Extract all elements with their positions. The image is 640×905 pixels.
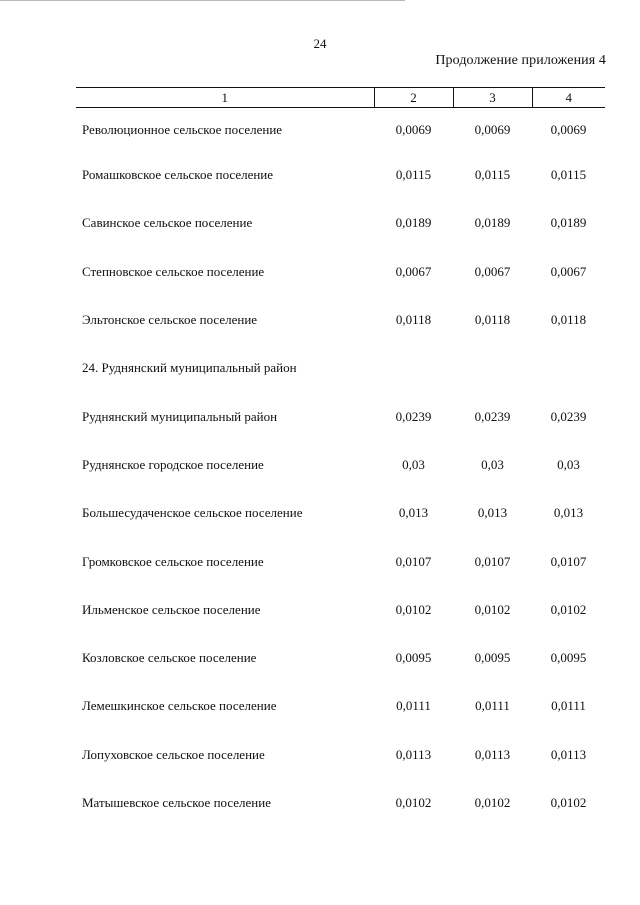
row-value-col-3: 0,0115 — [474, 167, 511, 183]
row-name: Большесудаченское сельское поселение — [82, 505, 303, 521]
row-value-col-2: 0,0113 — [395, 746, 432, 762]
row-value-col-2: 0,0102 — [395, 795, 432, 810]
row-value-col-2: 0,0111 — [396, 698, 431, 714]
table-row — [76, 441, 605, 489]
row-value-col-3: 0,0095 — [474, 650, 511, 666]
row-value-col-3: 0,03 — [481, 456, 504, 472]
row-value-col-2: 0,0107 — [395, 553, 432, 569]
row-name: Ильменское сельское поселение — [82, 601, 261, 617]
row-value-col-4: 0,0107 — [550, 553, 587, 569]
row-value-col-4: 0,0189 — [550, 215, 587, 231]
continuation-caption: Продолжение приложения 4 — [435, 53, 606, 68]
row-value-col-4: 0,0113 — [550, 746, 587, 762]
row-value-col-3: 0,0107 — [474, 553, 511, 569]
table-row — [76, 537, 605, 585]
row-name: Руднянское городское поселение — [82, 456, 264, 472]
row-value-col-4: 0,0118 — [550, 312, 587, 328]
row-value-col-3: 0,0111 — [475, 698, 510, 714]
row-name: Громковское сельское поселение — [82, 553, 264, 569]
row-value-col-4 — [532, 344, 605, 392]
table-row — [76, 682, 605, 730]
column-header-3: 3 — [453, 88, 532, 108]
row-value-col-4: 0,0102 — [550, 795, 587, 810]
row-value-col-2: 0,0115 — [395, 167, 432, 183]
column-header-1: 1 — [76, 88, 374, 108]
row-value-col-2: 0,0118 — [395, 312, 432, 328]
scan-top-rule — [0, 0, 405, 2]
table-row — [76, 489, 605, 537]
row-value-col-3: 0,0189 — [474, 215, 511, 231]
row-value-col-3: 0,0069 — [474, 121, 511, 137]
row-name: Савинское сельское поселение — [82, 215, 253, 231]
table-row — [76, 199, 605, 247]
row-name: Лемешкинское сельское поселение — [82, 698, 277, 714]
row-value-col-4: 0,0095 — [550, 650, 587, 666]
row-value-col-2: 0,0095 — [395, 650, 432, 666]
row-value-col-4: 0,0111 — [551, 698, 586, 714]
table-row — [76, 344, 605, 392]
column-header-2: 2 — [374, 88, 453, 108]
table-row — [76, 634, 605, 682]
table-row — [76, 779, 605, 827]
row-name: Козловское сельское поселение — [82, 650, 257, 666]
row-value-col-4: 0,013 — [553, 505, 584, 521]
row-name: Руднянский муниципальный район — [82, 408, 278, 424]
row-value-col-3: 0,013 — [477, 505, 508, 521]
row-value-col-3: 0,0067 — [474, 263, 511, 279]
row-value-col-3 — [453, 344, 532, 392]
row-value-col-4: 0,0239 — [550, 408, 587, 424]
row-value-col-2: 0,0067 — [395, 263, 432, 279]
row-value-col-4: 0,0102 — [550, 601, 587, 617]
table-row — [76, 586, 605, 634]
row-value-col-2: 0,0102 — [395, 601, 432, 617]
table-row — [76, 108, 605, 152]
row-value-col-3: 0,0239 — [474, 408, 511, 424]
row-name: 24. Руднянский муниципальный район — [82, 360, 297, 376]
row-value-col-3: 0,0118 — [474, 312, 511, 328]
table-row — [76, 731, 605, 779]
table-row — [76, 151, 605, 199]
row-value-col-4: 0,0067 — [550, 263, 587, 279]
row-value-col-2: 0,03 — [402, 456, 425, 472]
row-value-col-2: 0,0239 — [395, 408, 432, 424]
allocation-table — [76, 87, 605, 827]
header-row — [76, 88, 605, 108]
row-value-col-3: 0,0113 — [474, 746, 511, 762]
row-name: Ромашковское сельское поселение — [82, 167, 274, 183]
row-name: Лопуховское сельское поселение — [82, 746, 265, 762]
row-value-col-3: 0,0102 — [474, 601, 511, 617]
row-value-col-2 — [374, 344, 453, 392]
table-body — [76, 108, 605, 828]
row-name: Степновское сельское поселение — [82, 263, 265, 279]
row-value-col-4: 0,03 — [557, 456, 580, 472]
row-name: Матышевское сельское поселение — [82, 795, 271, 810]
column-header-4: 4 — [532, 88, 605, 108]
row-value-col-3: 0,0102 — [474, 795, 511, 810]
row-name: Революционное сельское поселение — [82, 121, 283, 137]
row-value-col-4: 0,0115 — [550, 167, 587, 183]
row-value-col-4: 0,0069 — [550, 121, 587, 137]
table-row — [76, 248, 605, 296]
table-header — [76, 88, 605, 108]
row-value-col-2: 0,0069 — [395, 121, 432, 137]
page-number: 24 — [313, 36, 327, 51]
row-name: Эльтонское сельское поселение — [82, 312, 258, 328]
table-row — [76, 392, 605, 440]
table-row — [76, 296, 605, 344]
row-value-col-2: 0,013 — [398, 505, 429, 521]
row-value-col-2: 0,0189 — [395, 215, 432, 231]
